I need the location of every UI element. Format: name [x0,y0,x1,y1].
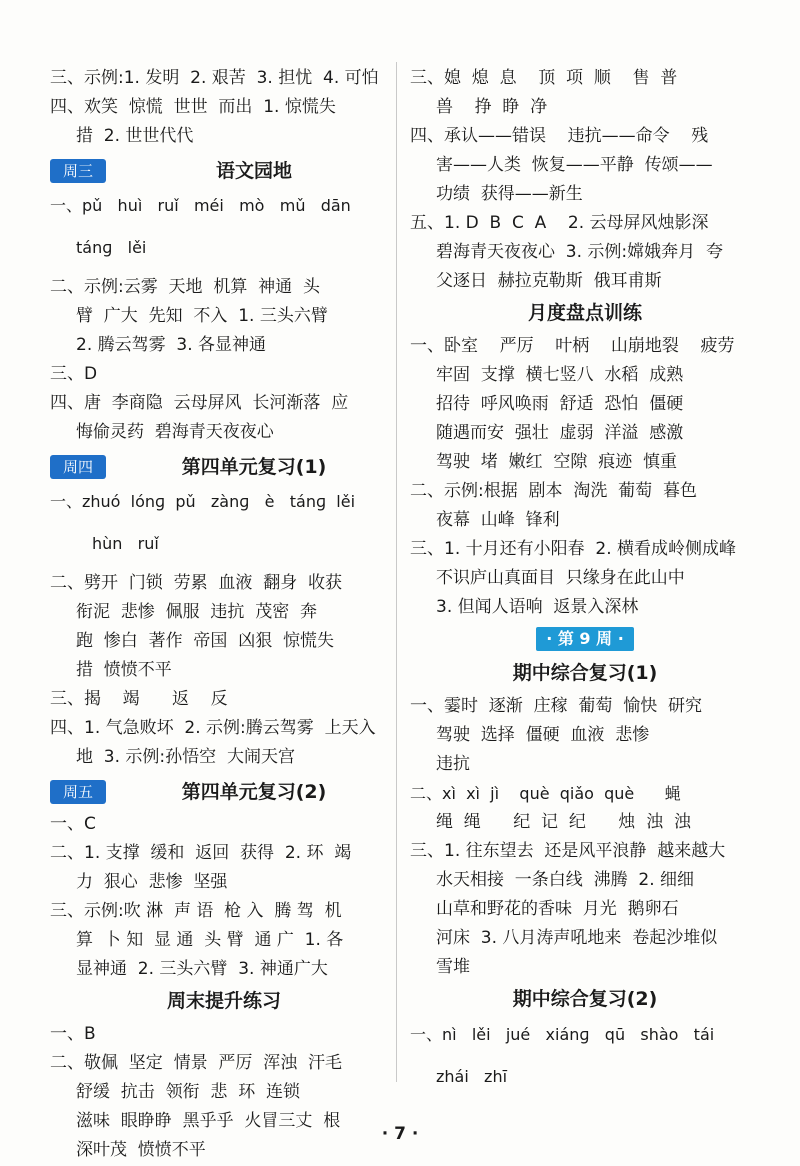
answer-line: 措 2. 世世代代 [76,126,194,146]
answer-line: 父逐日 赫拉克勒斯 俄耳甫斯 [436,271,662,291]
answer-line: 二、1. 支撑 缓和 返回 获得 2. 环 竭 [50,843,352,863]
answer-line: 违抗 [436,754,470,774]
section-title: 第四单元复习(1) [181,456,327,478]
left-top-block [50,64,398,151]
week-badge: · 第 9 周 · [536,627,634,651]
answer-line: 深叶茂 愤愤不平 [76,1140,206,1160]
answer-line: 三、D [50,364,98,384]
answer-line: 四、1. 气急败坏 2. 示例:腾云驾雾 上天入 [50,718,376,738]
right-column [410,64,760,1102]
section-header-wed [50,155,398,187]
pinyin-line: tánɡ lěi [76,238,147,257]
answer-line: 兽 挣 睁 净 [436,97,548,117]
answer-line: 三、1. 十月还有小阳春 2. 横看成岭侧成峰 [410,539,737,559]
answer-line: 驾驶 选择 僵硬 血液 悲惨 [436,725,650,745]
section-title: 语文园地 [215,160,292,182]
answer-line: 一、C [50,814,96,834]
answer-line: 碧海青天夜夜心 3. 示例:嫦娥奔月 夸 [436,242,723,262]
section-title-weekend: 周末提升练习 [166,990,281,1012]
answer-line: 一、卧室 严厉 叶柄 山崩地裂 疲劳 [410,336,735,356]
answer-line: 水天相接 一条白线 沸腾 2. 细细 [436,870,695,890]
pinyin-line: 一、zhuó lónɡ pǔ zànɡ è tánɡ lěi [50,492,356,511]
answer-line: 四、欢笑 惊慌 世世 而出 1. 惊慌失 [50,97,336,117]
section-title: 第四单元复习(2) [181,781,327,803]
answer-line: 河床 3. 八月涛声吼地来 卷起沙堆似 [436,928,718,948]
answer-line: 二、敬佩 坚定 情景 严厉 浑浊 汗毛 [50,1053,343,1073]
day-badge: 周五 [50,780,106,804]
answer-line: 二、示例:根据 剧本 淘洗 葡萄 暮色 [410,481,697,501]
pinyin-line: zhái zhī [436,1067,508,1086]
answer-line: 舒缓 抗击 领衔 悲 环 连锁 [76,1082,301,1102]
answer-line: 3. 但闻人语响 返景入深林 [436,597,639,617]
answer-line: 三、示例:1. 发明 2. 艰苦 3. 担忧 4. 可怕 [50,68,379,88]
answer-line: 害——人类 恢复——平静 传颂—— [436,155,713,175]
right-top-block [410,64,760,296]
answer-line: 四、承认——错误 违抗——命令 残 [410,126,709,146]
answer-line: 算 卜 知 显 通 头 臂 通 广 1. 各 [76,930,344,950]
answer-line: 牢固 支撑 横七竖八 水稻 成熟 [436,365,684,385]
answer-line: 五、1. D B C A 2. 云母屏风烛影深 [410,213,709,233]
answer-line: 四、唐 李商隐 云母屏风 长河渐落 应 [50,393,349,413]
section-title-monthly: 月度盘点训练 [527,302,642,324]
answer-line: 力 狠心 悲惨 坚强 [76,872,228,892]
answer-line: 地 3. 示例:孙悟空 大闹天宫 [76,747,295,767]
section-title-midterm-2: 期中综合复习(2) [512,988,658,1010]
day-badge: 周四 [50,455,106,479]
answer-line: 措 愤愤不平 [76,660,172,680]
answer-line: 2. 腾云驾雾 3. 各显神通 [76,335,267,355]
answer-line: 不识庐山真面目 只缘身在此山中 [436,568,685,588]
pinyin-line: hùn ruǐ [92,534,159,553]
answer-line: 功绩 获得——新生 [436,184,583,204]
section-title-midterm-1: 期中综合复习(1) [512,662,658,684]
answer-line: 一、B [50,1024,96,1044]
section-header-fri [50,776,398,808]
answer-line: 随遇而安 强壮 虚弱 洋溢 感激 [436,423,684,443]
pinyin-line: 二、xì xì jì què qiǎo què 蝇 [410,784,681,803]
answer-line: 山草和野花的香味 月光 鹅卵石 [436,899,679,919]
answer-line: 一、霎时 逐渐 庄稼 葡萄 愉快 研究 [410,696,703,716]
answer-line: 三、媳 熄 息 顶 项 顺 售 普 [410,68,678,88]
answer-line: 二、示例:云雾 天地 机算 神通 头 [50,277,320,297]
answer-line: 夜幕 山峰 锋利 [436,510,560,530]
answer-line: 跑 惨白 著作 帝国 凶狠 惊慌失 [76,631,335,651]
answer-line: 三、示例:吹 淋 声 语 枪 入 腾 驾 机 [50,901,342,921]
page-number: · 7 · [381,1124,419,1144]
section-header-thu [50,451,398,483]
answer-line: 绳 绳 纪 记 纪 烛 浊 浊 [436,812,691,832]
answer-line: 衔泥 悲惨 佩服 违抗 茂密 奔 [76,602,318,622]
answer-line: 悔偷灵药 碧海青天夜夜心 [76,422,274,442]
pinyin-line: 一、pǔ huì ruǐ méi mò mǔ dān [50,196,351,215]
pinyin-line: 一、nì lěi jué xiánɡ qū shào tái [410,1025,715,1044]
answer-line: 驾驶 堵 嫩红 空隙 痕迹 慎重 [436,452,678,472]
answer-line: 三、1. 往东望去 还是风平浪静 越来越大 [410,841,726,861]
answer-line: 显神通 2. 三头六臂 3. 神通广大 [76,959,328,979]
answer-line: 招待 呼风唤雨 舒适 恐怕 僵硬 [436,394,684,414]
answer-line: 二、劈开 门锁 劳累 血液 翻身 收获 [50,573,343,593]
answer-line: 雪堆 [436,957,470,977]
week-row [410,622,760,656]
left-column [50,64,398,1165]
answer-line: 滋味 眼睁睁 黑乎乎 火冒三丈 根 [76,1111,341,1131]
answer-line: 臂 广大 先知 不入 1. 三头六臂 [76,306,328,326]
answer-line: 三、揭 竭 返 反 [50,689,228,709]
day-badge: 周三 [50,159,106,183]
